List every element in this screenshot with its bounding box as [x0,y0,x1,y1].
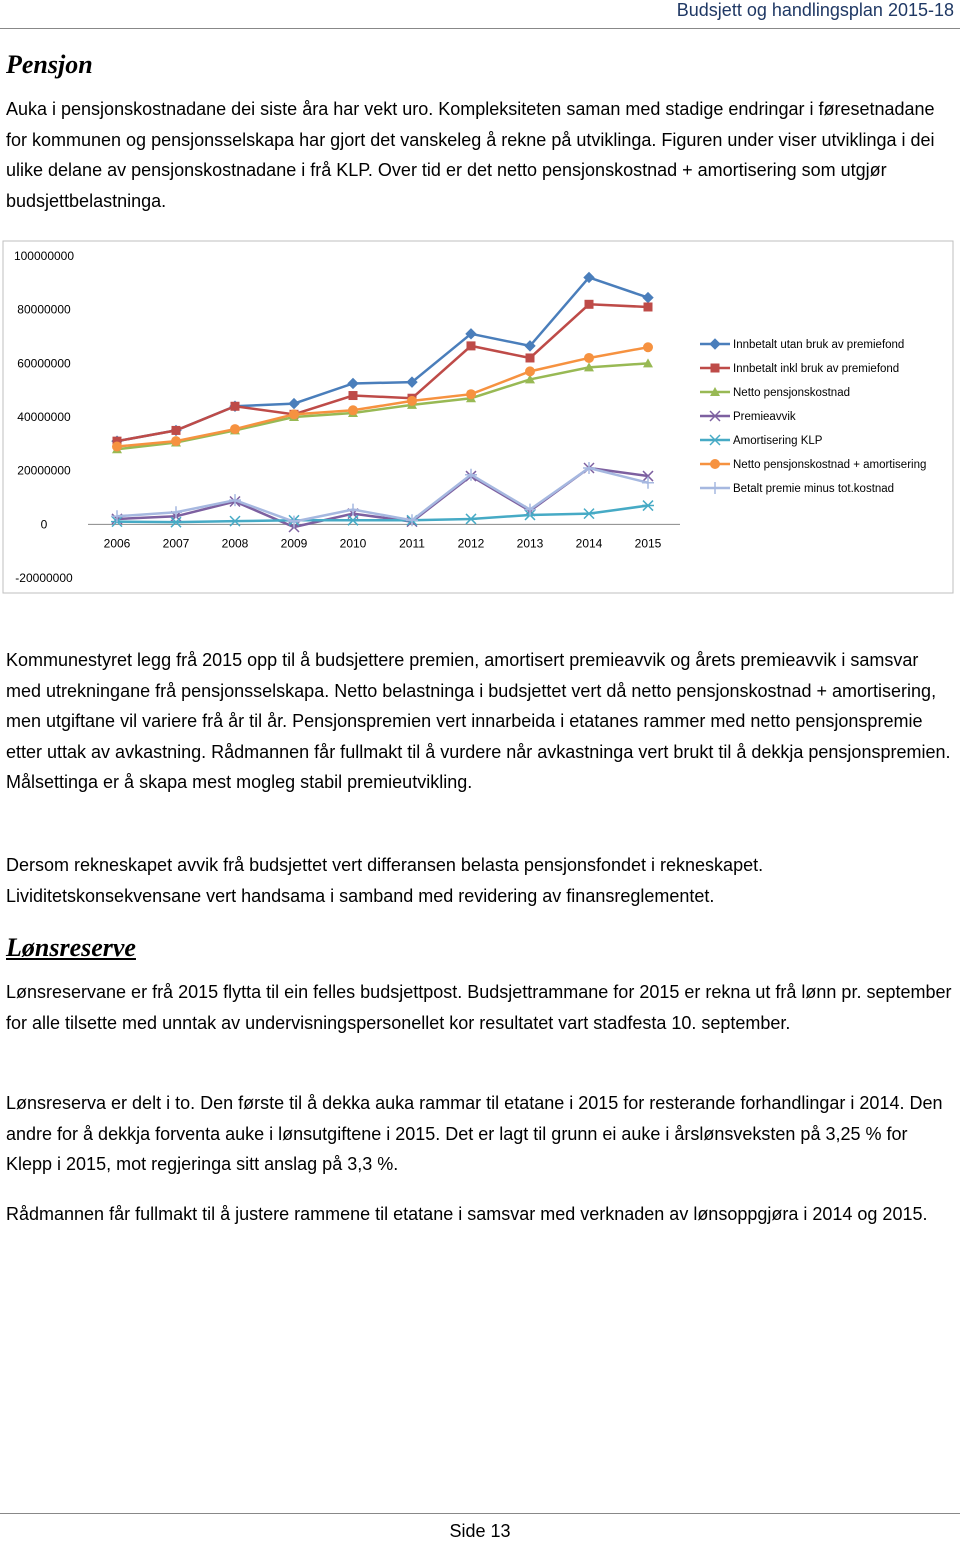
x-tick-label: 2013 [516,536,544,551]
legend-marker [709,482,721,494]
legend-entry [700,411,796,423]
data-point [526,353,535,362]
data-point [643,293,653,303]
footer-divider [0,1513,960,1514]
legend-label: Amortisering KLP [733,435,823,447]
legend-entry [700,482,894,495]
legend-label: Innbetalt utan bruk av premiefond [733,339,905,351]
x-tick-label: 2009 [280,536,308,551]
x-tick-label: 2011 [399,536,425,551]
x-tick-label: 2008 [221,536,249,551]
y-tick-label: 80000000 [17,302,71,317]
pensjon-paragraph-2: Dersom rekneskapet avvik frå budsjettet vert differansen belasta pensjonsfondet i rekneskapet. Lividitetskonsekvensane vert handsama i samband med revidering av finansreglementet. [6,855,764,906]
lonsreserve-paragraph-1: Lønsreservane er frå 2015 flytta til ein felles budsjettpost. Budsjettrammane for 2015 er rekna ut frå lønn pr. september for alle tilsette med unntak av undervisningspersonellet kor resultatet vart stadfesta 10. september. [6,982,952,1033]
y-tick-label: 60000000 [17,356,71,371]
data-point [585,300,594,309]
y-tick-label: 20000000 [17,463,71,478]
data-point [349,391,358,400]
legend-label: Innbetalt inkl bruk av premiefond [733,363,900,375]
data-point [289,409,299,419]
x-tick-label: 2014 [575,536,603,551]
y-tick-label: -20000000 [15,571,73,585]
data-point [231,402,240,411]
data-point [289,399,299,409]
data-point [171,436,181,446]
data-point [644,302,653,311]
legend-label: Premieavvik [733,411,796,423]
pensjon-intro-paragraph: Auka i pensjonskostnadane dei siste åra har vekt uro. Kompleksiteten saman med stadige endringar i føresetnadane for kommunen og pensjonsselskapa har gjort det vanskeleg å rekne på utviklinga. Figuren under viser utviklinga i dei ulike delane av pensjonskostnadane i frå KLP. Over tid er det netto pensjonskostnad + amortisering som utgjør budsjettbelastninga. [6,99,935,211]
section-heading-pensjon: Pensjon [6,50,93,79]
data-point [467,341,476,350]
legend-marker [710,339,720,349]
data-point [465,514,477,524]
y-tick-label: 40000000 [17,410,71,424]
x-tick-label: 2010 [339,536,367,551]
data-point [584,353,594,363]
data-point [347,515,359,525]
x-tick-label: 2012 [457,536,485,551]
data-point [466,389,476,399]
pensjon-paragraph-1: Kommunestyret legg frå 2015 opp til å budsjettere premien, amortisert premieavvik og årets premieavvik i samsvar med utrekningane frå pensjonsselskapa. Netto belastninga i budsjettet vert då netto pensjonskostnad + amortisering, men utgiftane vil variere frå år til år. Pensjonspremien vert innarbeida i etatanes rammer med netto pensjonspremie etter uttak av avkastning. Rådmannen får fullmakt til å vurdere når avkastninga vert brukt til å dekkja pensjonspremien. Målsettinga er å skapa mest mogleg stabil premieutvikling. [6,650,951,793]
page-number: Side 13 [449,1521,511,1541]
data-point [642,501,654,511]
x-tick-label: 2007 [162,536,190,551]
legend-label: Betalt premie minus tot.kostnad [733,483,895,495]
lonsreserve-paragraph-2: Lønsreserva er delt i to. Den første til å dekka auka rammar til etatane i 2015 for resterande forhandlingar i 2014. Den andre for å dekkja forventa auke i lønsutgiftene i 2015. Det er lagt til grunn ei auke i årslønsveksten på 3,25 % for Klepp i 2015, mot regjeringa sitt anslag på 3,3 %. [6,1093,943,1175]
data-point [525,366,535,376]
data-point [583,509,595,519]
y-tick-label: 0 [40,517,48,532]
data-point [643,342,653,352]
series-line [117,277,648,441]
legend-entry [700,387,850,399]
legend-label: Netto pensjonskostnad [733,387,850,399]
data-point [348,378,358,388]
data-point [348,405,358,415]
legend-marker [710,459,720,469]
section-heading-lonsreserve: Lønsreserve [6,933,136,962]
document-header-title: Budsjett og handlingsplan 2015-18 [676,0,954,20]
legend-marker [711,364,720,373]
series-2 [113,300,653,446]
data-point [172,426,181,435]
data-point [230,424,240,434]
legend-entry [700,363,899,375]
data-point [112,442,122,452]
series-line [117,468,648,527]
x-tick-label: 2006 [103,536,131,551]
lonsreserve-paragraph-3: Rådmannen får fullmakt til å justere rammene til etatane i samsvar med verknaden av lønsoppgjøra i 2014 og 2015. [6,1204,928,1224]
legend-marker [709,435,721,445]
y-tick-label: 100000000 [13,249,75,263]
data-point [170,517,182,527]
data-point [642,477,654,489]
legend-label: Netto pensjonskostnad + amortisering [733,459,927,471]
header-divider [0,28,960,29]
data-point [407,396,417,406]
legend-entry [700,339,904,351]
legend-entry [700,435,823,447]
x-tick-label: 2015 [634,536,662,551]
series-1 [112,272,653,446]
legend-entry [700,459,926,471]
pension-cost-chart [0,238,960,598]
